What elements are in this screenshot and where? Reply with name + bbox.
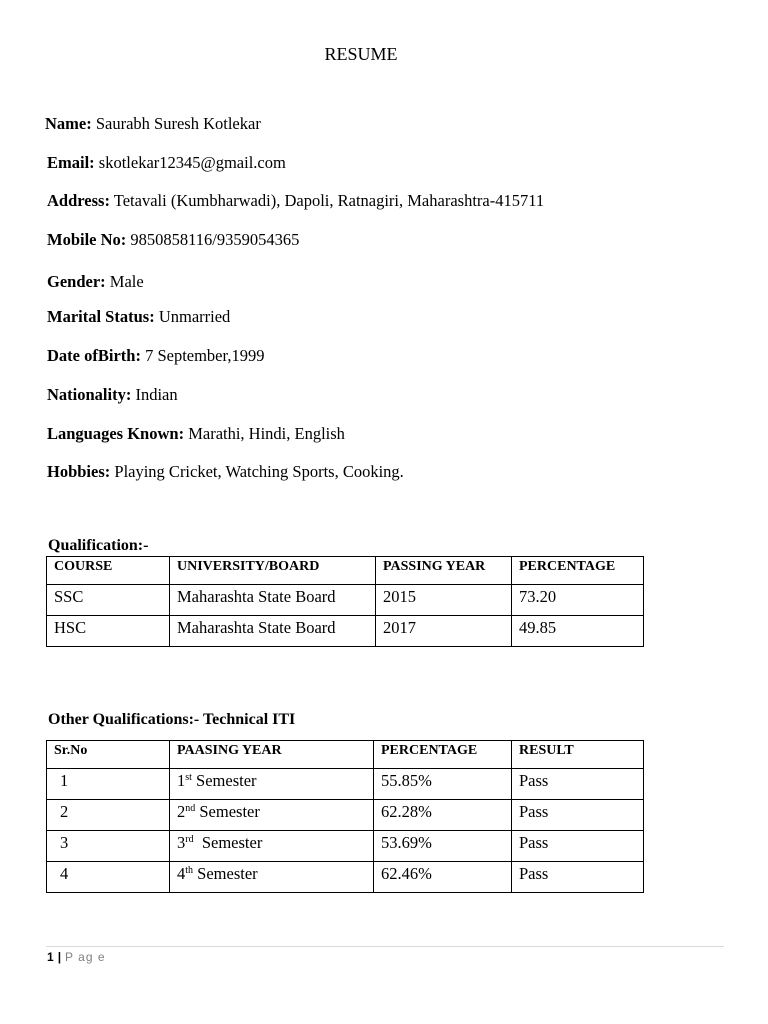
table-cell — [170, 800, 374, 831]
table-cell: SSC — [47, 585, 170, 616]
field-marital-status — [47, 307, 230, 327]
footer-divider — [46, 946, 724, 947]
semester-label: Semester — [193, 833, 263, 852]
page-footer — [47, 950, 106, 964]
field-date-of-birth — [47, 346, 264, 366]
field-label: Languages Known: — [47, 424, 185, 443]
column-header: RESULT — [512, 741, 644, 769]
field-label: Email: — [47, 153, 95, 172]
field-value: Unmarried — [158, 307, 231, 326]
footer-separator: | — [57, 950, 62, 964]
table-cell: 3 — [47, 831, 170, 862]
semester-number: 4 — [177, 864, 186, 883]
ordinal-suffix: rd — [185, 834, 194, 845]
ordinal-suffix: st — [185, 772, 192, 783]
table-cell: Maharashta State Board — [170, 585, 376, 616]
column-header: PASSING YEAR — [376, 557, 512, 585]
table-cell: 55.85% — [374, 769, 512, 800]
table-cell: 73.20 — [512, 585, 644, 616]
field-label: Marital Status: — [47, 307, 155, 326]
field-value: Indian — [135, 385, 178, 404]
field-value: Marathi, Hindi, English — [188, 424, 345, 443]
table-row — [47, 769, 644, 800]
field-value: skotlekar12345@gmail.com — [98, 153, 286, 172]
field-label: Hobbies: — [47, 462, 111, 481]
table-cell: HSC — [47, 616, 170, 647]
field-email — [47, 153, 286, 173]
other-qualifications-heading: Other Qualifications:- Technical ITI — [48, 711, 296, 728]
field-gender — [47, 272, 144, 292]
page-number: 1 — [47, 950, 54, 964]
qualification-table — [46, 556, 644, 647]
semester-label: Semester — [191, 771, 257, 790]
field-value: Playing Cricket, Watching Sports, Cooking. — [114, 462, 404, 481]
table-cell: 49.85 — [512, 616, 644, 647]
ordinal-suffix: th — [185, 865, 194, 876]
table-cell: Pass — [512, 831, 644, 862]
field-label: Mobile No: — [47, 230, 127, 249]
field-hobbies — [47, 462, 404, 482]
field-mobile — [47, 230, 299, 250]
table-row — [47, 585, 644, 616]
column-header: Sr.No — [47, 741, 170, 769]
table-header-row — [47, 741, 644, 769]
field-nationality — [47, 385, 178, 405]
page-label: P ag e — [65, 950, 106, 964]
table-cell: Pass — [512, 800, 644, 831]
semester-label: Semester — [195, 802, 260, 821]
field-address — [47, 191, 544, 211]
field-value: 9850858116/9359054365 — [130, 230, 300, 249]
table-row — [47, 800, 644, 831]
table-cell: 62.46% — [374, 862, 512, 893]
table-cell: 2 — [47, 800, 170, 831]
table-cell: Pass — [512, 769, 644, 800]
semester-label: Semester — [193, 864, 258, 883]
field-label: Gender: — [47, 272, 106, 291]
field-label: Date ofBirth: — [47, 346, 141, 365]
table-cell: 1 — [47, 769, 170, 800]
table-cell: 2015 — [376, 585, 512, 616]
table-cell — [170, 769, 374, 800]
table-cell: Maharashta State Board — [170, 616, 376, 647]
table-cell: 53.69% — [374, 831, 512, 862]
table-cell: 2017 — [376, 616, 512, 647]
field-label: Name: — [45, 114, 92, 133]
table-cell — [170, 831, 374, 862]
field-languages — [47, 424, 345, 444]
table-cell: Pass — [512, 862, 644, 893]
column-header: PERCENTAGE — [374, 741, 512, 769]
table-row — [47, 862, 644, 893]
semester-number: 1 — [177, 771, 186, 790]
table-header-row — [47, 557, 644, 585]
column-header: PAASING YEAR — [170, 741, 374, 769]
table-cell: 4 — [47, 862, 170, 893]
column-header: PERCENTAGE — [512, 557, 644, 585]
column-header: COURSE — [47, 557, 170, 585]
table-cell — [170, 862, 374, 893]
qualification-heading: Qualification:- — [48, 537, 149, 554]
field-label: Address: — [47, 191, 110, 210]
field-value: Saurabh Suresh Kotlekar — [95, 114, 261, 133]
column-header: UNIVERSITY/BOARD — [170, 557, 376, 585]
semester-number: 2 — [177, 802, 186, 821]
page-title: RESUME — [324, 44, 398, 64]
table-row — [47, 616, 644, 647]
field-label: Nationality: — [47, 385, 132, 404]
table-cell: 62.28% — [374, 800, 512, 831]
semester-number: 3 — [177, 833, 186, 852]
field-value: Tetavali (Kumbharwadi), Dapoli, Ratnagiri, Maharashtra-415711 — [113, 191, 545, 210]
other-qualifications-table — [46, 740, 644, 893]
field-name — [45, 114, 261, 134]
field-value: 7 September,1999 — [145, 346, 265, 365]
table-row — [47, 831, 644, 862]
ordinal-suffix: nd — [185, 803, 196, 814]
field-value: Male — [109, 272, 144, 291]
